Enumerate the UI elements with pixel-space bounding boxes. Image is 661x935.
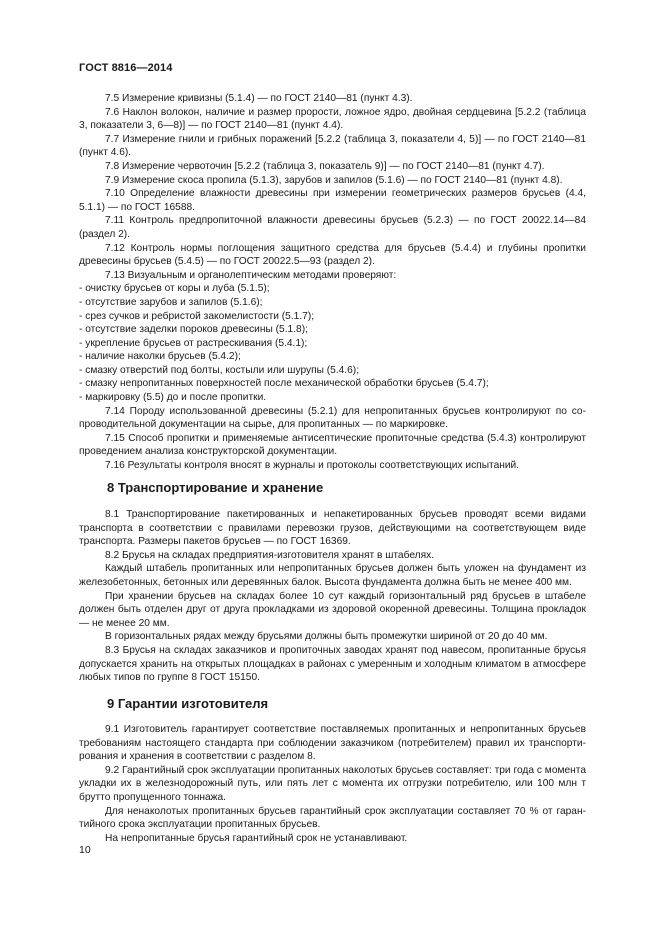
list-item: - отсутствие заделки пороков древесины (5.1.8); bbox=[79, 324, 308, 336]
paragraph-7-14: 7.14 Породу использованной древесины (5.2.1) для непропитанных брусьев контролируют по сопроводительной документации на сырье, для пропитанных — по маркировке. bbox=[79, 405, 586, 431]
section-7-items bbox=[79, 92, 586, 473]
paragraph-9-1: 9.1 Изготовитель гарантирует соответствие поставляемых пропитанных и непропитанных брусьев требованиям настоящего стандарта при соблюдении заказчиком (потребителем) правил их транспортирования и хранения в соответствии с разделом 8. bbox=[79, 724, 586, 763]
paragraph-7-13: 7.13 Визуальным и органолептическим методами проверяют: bbox=[105, 269, 397, 281]
paragraph-7-11: 7.11 Контроль предпропиточной влажности древесины брусьев (5.2.3) — по ГОСТ 20022.14—84 (раздел 2). bbox=[79, 215, 586, 240]
list-item: - срез сучков и ребристой закомелистости (5.1.7); bbox=[79, 310, 315, 322]
paragraph-7-6: 7.6 Наклон волокон, наличие и размер прорости, ложное ядро, двойная сердцевина [5.2.2 (таблица 3, показатели 3, 6—8)] — по ГОСТ 2140—81 (пункт 4.4). bbox=[79, 106, 586, 132]
list-item: - маркировку (5.5) до и после пропитки. bbox=[79, 392, 267, 404]
paragraph-7-5: 7.5 Измерение кривизны (5.1.4) — по ГОСТ 2140—81 (пункт 4.3). bbox=[105, 93, 413, 104]
list-item: - очистку брусьев от коры и луба (5.1.5); bbox=[79, 283, 270, 295]
paragraph-8-2: 8.2 Брусья на складах предприятия-изготовителя хранят в штабелях. bbox=[105, 549, 435, 561]
section-9-title: 9 Гарантии изготовителя bbox=[107, 696, 269, 711]
section-9-body bbox=[79, 723, 586, 845]
paragraph-7-12: 7.12 Контроль нормы поглощения защитного средства для брусьев (5.4.4) и глубины пропитки древесины брусьев (5.4.5) — по ГОСТ 20022.5—93 (раздел 2). bbox=[79, 242, 586, 268]
paragraph-9-2b: На непропитанные брусья гарантийный срок не устанавливают. bbox=[105, 832, 408, 844]
list-item: - наличие наколки брусьев (5.4.2); bbox=[79, 351, 241, 363]
paragraph-7-15: 7.15 Способ пропитки и применяемые антисептические пропиточные средства (5.4.3) контролируют проведением анализа конструкторской документации. bbox=[79, 432, 586, 458]
paragraph-7-16: 7.16 Результаты контроля вносят в журналы и протоколы соответствующих испытаний. bbox=[105, 460, 520, 472]
paragraph-8-3: 8.3 Брусья на складах заказчиков и пропиточных заводах хранят под навесом, пропитанные брусья допускается хранить на открытых площадках в районах с умеренным и холодным климатом в атмосфере любых типов по группе 8 ГОСТ 15150. bbox=[79, 644, 586, 684]
page-number: 10 bbox=[79, 844, 91, 856]
list-item: - смазку отверстий под болты, костыли или шурупы (5.4.6); bbox=[79, 364, 360, 376]
list-item: - смазку непропитанных поверхностей после механической обработки брусьев (5.4.7); bbox=[79, 378, 489, 390]
paragraph-9-2a: Для ненаколотых пропитанных брусьев гарантийный срок эксплуатации составляет 70 % от гарантийного срока эксплуатации пропитанных брусьев. bbox=[79, 805, 586, 831]
section-8-title: 8 Транспортирование и хранение bbox=[107, 480, 324, 495]
paragraph-8-1: 8.1 Транспортирование пакетированных и непакетированных брусьев проводят всеми видами транспорта в соответствии с правилами перевозки грузов, действующими на соответствующем виде транспорта. Размеры пакетов брусьев — по ГОСТ 16369. bbox=[79, 509, 586, 548]
list-item: - укрепление брусьев от растрескивания (5.4.1); bbox=[79, 337, 308, 349]
list-item: - отсутствие зарубов и запилов (5.1.6); bbox=[79, 296, 263, 308]
paragraph-9-2: 9.2 Гарантийный срок эксплуатации пропитанных наколотых брусьев составляет: три года с момента укладки их в железнодорожный путь, или пять лет с момента их отгрузки потребителю, или 100 млн т брутто пропущенного тоннажа. bbox=[79, 764, 586, 803]
paragraph-7-7: 7.7 Измерение гнили и грибных поражений [5.2.2 (таблица 3, показатели 4, 5)] — по ГОСТ 2140—81 (пункт 4.6). bbox=[79, 133, 586, 159]
paragraph-7-10: 7.10 Определение влажности древесины при измерении геометрических размеров брусьев (4.4, 5.1.1) — по ГОСТ 16588. bbox=[79, 188, 586, 213]
paragraph-8-2a: Каждый штабель пропитанных или непропитанных брусьев должен быть уложен на фундамент из железобетонных, бетонных или деревянных балок. Высота фундамента должна быть не менее 400 мм. bbox=[79, 563, 586, 588]
paragraph-7-8: 7.8 Измерение червоточин [5.2.2 (таблица 3, показатель 9)] — по ГОСТ 2140—81 (пункт 4.7). bbox=[105, 160, 545, 172]
paragraph-8-2c: В горизонтальных рядах между брусьями должны быть промежутки шириной от 20 до 40 мм. bbox=[105, 631, 548, 643]
section-8-body bbox=[79, 508, 586, 685]
paragraph-8-2b: При хранении брусьев на складах более 10 сут каждый горизонтальный ряд брусьев в штабеле должен быть отделен друг от друга прокладками из здоровой окоренной древесины. Толщина прокладок — не менее 20 мм. bbox=[79, 590, 586, 629]
document-header: ГОСТ 8816—2014 bbox=[79, 62, 173, 74]
paragraph-7-9: 7.9 Измерение скоса пропила (5.1.3), зарубов и запилов (5.1.6) — по ГОСТ 2140—81 (пункт 4.8). bbox=[105, 174, 563, 186]
